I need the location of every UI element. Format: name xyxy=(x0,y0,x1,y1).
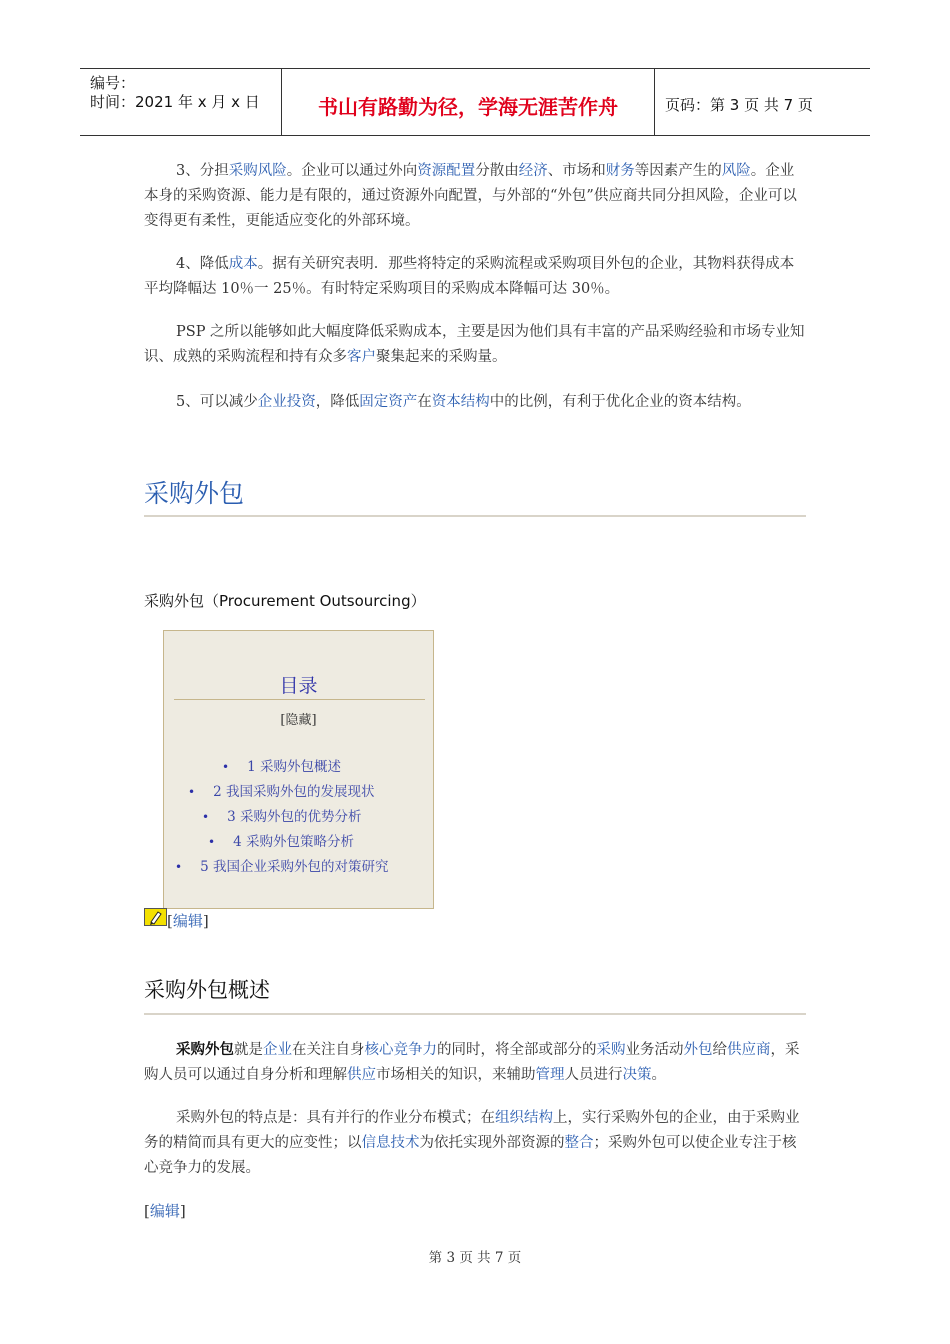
toc-item[interactable] xyxy=(175,855,388,875)
link-resource-allocation[interactable]: 资源配置 xyxy=(417,163,476,179)
motto: 书山有路勤为径，学海无涯苦作舟 xyxy=(318,95,618,119)
paragraph-investment xyxy=(144,390,806,415)
section-divider xyxy=(144,515,806,517)
link-procurement-risk[interactable]: 采购风险 xyxy=(228,163,287,179)
link-integration[interactable]: 整合 xyxy=(564,1135,594,1151)
link-finance[interactable]: 财务 xyxy=(605,163,635,179)
link-enterprise-investment[interactable]: 企业投资 xyxy=(257,394,316,410)
text: 给 xyxy=(712,1042,727,1058)
bracket: ] xyxy=(202,912,209,930)
text: 采购外包的特点是：具有并行的作业分布模式；在 xyxy=(176,1110,495,1126)
table-of-contents xyxy=(163,630,434,909)
paragraph-cost xyxy=(144,252,806,302)
link-core-competence[interactable]: 核心竞争力 xyxy=(364,1042,437,1058)
header-cell-motto xyxy=(282,69,655,135)
text: 。企业可以通过外向 xyxy=(286,163,418,179)
text: 。据有关研究表明．那些将特定的采购流程或采购项目外包的企业，其物料获得成本平均降幅达 10％一 25％。有时特定采购项目的采购成本降幅可达 30％。 xyxy=(144,256,795,297)
subsection-title: 采购外包概述 xyxy=(144,978,270,1002)
text: 5、可以减少 xyxy=(176,394,258,410)
text: 就是 xyxy=(234,1042,263,1058)
text: 。企业本身的采购资源、能力是有限的，通过资源外向配置，与外部的“外包”供应商共同分担风险，企业可以变得更有柔性，更能适应变化的外部环境。 xyxy=(144,163,797,229)
bullet-icon: • xyxy=(188,785,196,799)
header-cell-info xyxy=(80,69,282,135)
text: 在 xyxy=(417,394,432,410)
toc-item-label[interactable]: 1 采购外包概述 xyxy=(247,759,341,775)
toc-item-label[interactable]: 5 我国企业采购外包的对策研究 xyxy=(200,859,389,875)
text: 上，实行采购外包的企业，由于采购业务的精简而具有更大的应变性；以 xyxy=(144,1110,800,1151)
edit-link[interactable] xyxy=(167,910,209,931)
edit-icon[interactable] xyxy=(144,908,167,926)
text: 中的比例，有利于优化企业的资本结构。 xyxy=(489,394,751,410)
toc-item-label[interactable]: 3 采购外包的优势分析 xyxy=(227,809,362,825)
subsection-divider xyxy=(144,1013,806,1015)
toc-divider xyxy=(174,699,425,700)
toc-title: 目录 xyxy=(279,675,318,697)
text: 4、降低 xyxy=(176,256,229,272)
link-fixed-assets[interactable]: 固定资产 xyxy=(359,394,418,410)
link-supply[interactable]: 供应 xyxy=(347,1067,376,1083)
number-label: 编号： xyxy=(90,74,136,92)
page-footer: 第 3 页 共 7 页 xyxy=(428,1250,522,1266)
edit-link-label[interactable]: 编辑 xyxy=(172,912,203,930)
toc-item[interactable] xyxy=(188,780,374,800)
page-header xyxy=(80,68,870,136)
subtitle: 采购外包（Procurement Outsourcing） xyxy=(144,592,426,610)
bracket: [ xyxy=(167,912,173,930)
paragraph-psp xyxy=(144,320,806,370)
text: 。 xyxy=(651,1067,666,1083)
bracket: [ xyxy=(144,1202,150,1220)
text: 业务活动 xyxy=(625,1042,684,1058)
link-customer[interactable]: 客户 xyxy=(347,349,376,365)
link-management[interactable]: 管理 xyxy=(535,1067,565,1083)
time-label: 时间：2021 年 x 月 x 日 xyxy=(90,93,260,111)
link-capital-structure[interactable]: 资本结构 xyxy=(431,394,490,410)
link-economy[interactable]: 经济 xyxy=(518,163,548,179)
link-cost[interactable]: 成本 xyxy=(228,256,258,272)
toc-item[interactable] xyxy=(202,805,361,825)
link-enterprise[interactable]: 企业 xyxy=(263,1042,292,1058)
term: 采购外包 xyxy=(176,1041,234,1058)
section-title: 采购外包 xyxy=(144,479,245,508)
link-supplier[interactable]: 供应商 xyxy=(727,1042,771,1058)
text: 的同时，将全部或部分的 xyxy=(437,1042,597,1058)
bullet-icon: • xyxy=(202,810,210,824)
link-decision[interactable]: 决策 xyxy=(622,1067,652,1083)
text: 市场相关的知识，来辅助 xyxy=(376,1067,536,1083)
toc-item[interactable] xyxy=(208,830,354,850)
link-it[interactable]: 信息技术 xyxy=(361,1135,420,1151)
bullet-icon: • xyxy=(208,835,216,849)
text: ，降低 xyxy=(315,394,360,410)
toc-item-label[interactable]: 4 采购外包策略分析 xyxy=(233,834,354,850)
text: ，采购人员可以通过自身分析和理解 xyxy=(144,1042,800,1083)
text: 在关注自身 xyxy=(292,1042,365,1058)
text: 3、分担 xyxy=(176,163,229,179)
link-org-structure[interactable]: 组织结构 xyxy=(495,1110,553,1126)
header-cell-page xyxy=(655,69,870,135)
edit-link-label[interactable]: 编辑 xyxy=(149,1202,180,1220)
bullet-icon: • xyxy=(175,860,183,874)
toc-hide-link[interactable]: [隐藏] xyxy=(280,713,317,728)
page-info: 页码：第 3 页 共 7 页 xyxy=(665,96,813,114)
text: ；采购外包可以使企业专注于核心竞争力的发展。 xyxy=(144,1135,797,1176)
link-risk[interactable]: 风险 xyxy=(721,163,751,179)
toc-item[interactable] xyxy=(222,755,341,775)
text: 等因素产生的 xyxy=(634,163,722,179)
paragraph-risk xyxy=(144,159,806,234)
toc-item-label[interactable]: 2 我国采购外包的发展现状 xyxy=(213,784,375,800)
text: PSP 之所以能够如此大幅度降低采购成本，主要是因为他们具有丰富的产品采购经验和市场专业知识、成熟的采购流程和持有众多 xyxy=(144,324,805,365)
text: 人员进行 xyxy=(564,1067,623,1083)
bullet-icon: • xyxy=(222,760,230,774)
text: 为依托实现外部资源的 xyxy=(419,1135,565,1151)
text: 聚集起来的采购量。 xyxy=(376,349,507,365)
bracket: ] xyxy=(179,1202,186,1220)
link-procurement[interactable]: 采购 xyxy=(596,1042,626,1058)
text: 、市场和 xyxy=(547,163,606,179)
paragraph-definition xyxy=(144,1037,806,1088)
paragraph-features xyxy=(144,1106,806,1181)
edit-link[interactable] xyxy=(144,1200,186,1221)
text: 分散由 xyxy=(475,163,519,179)
link-outsourcing[interactable]: 外包 xyxy=(683,1042,713,1058)
